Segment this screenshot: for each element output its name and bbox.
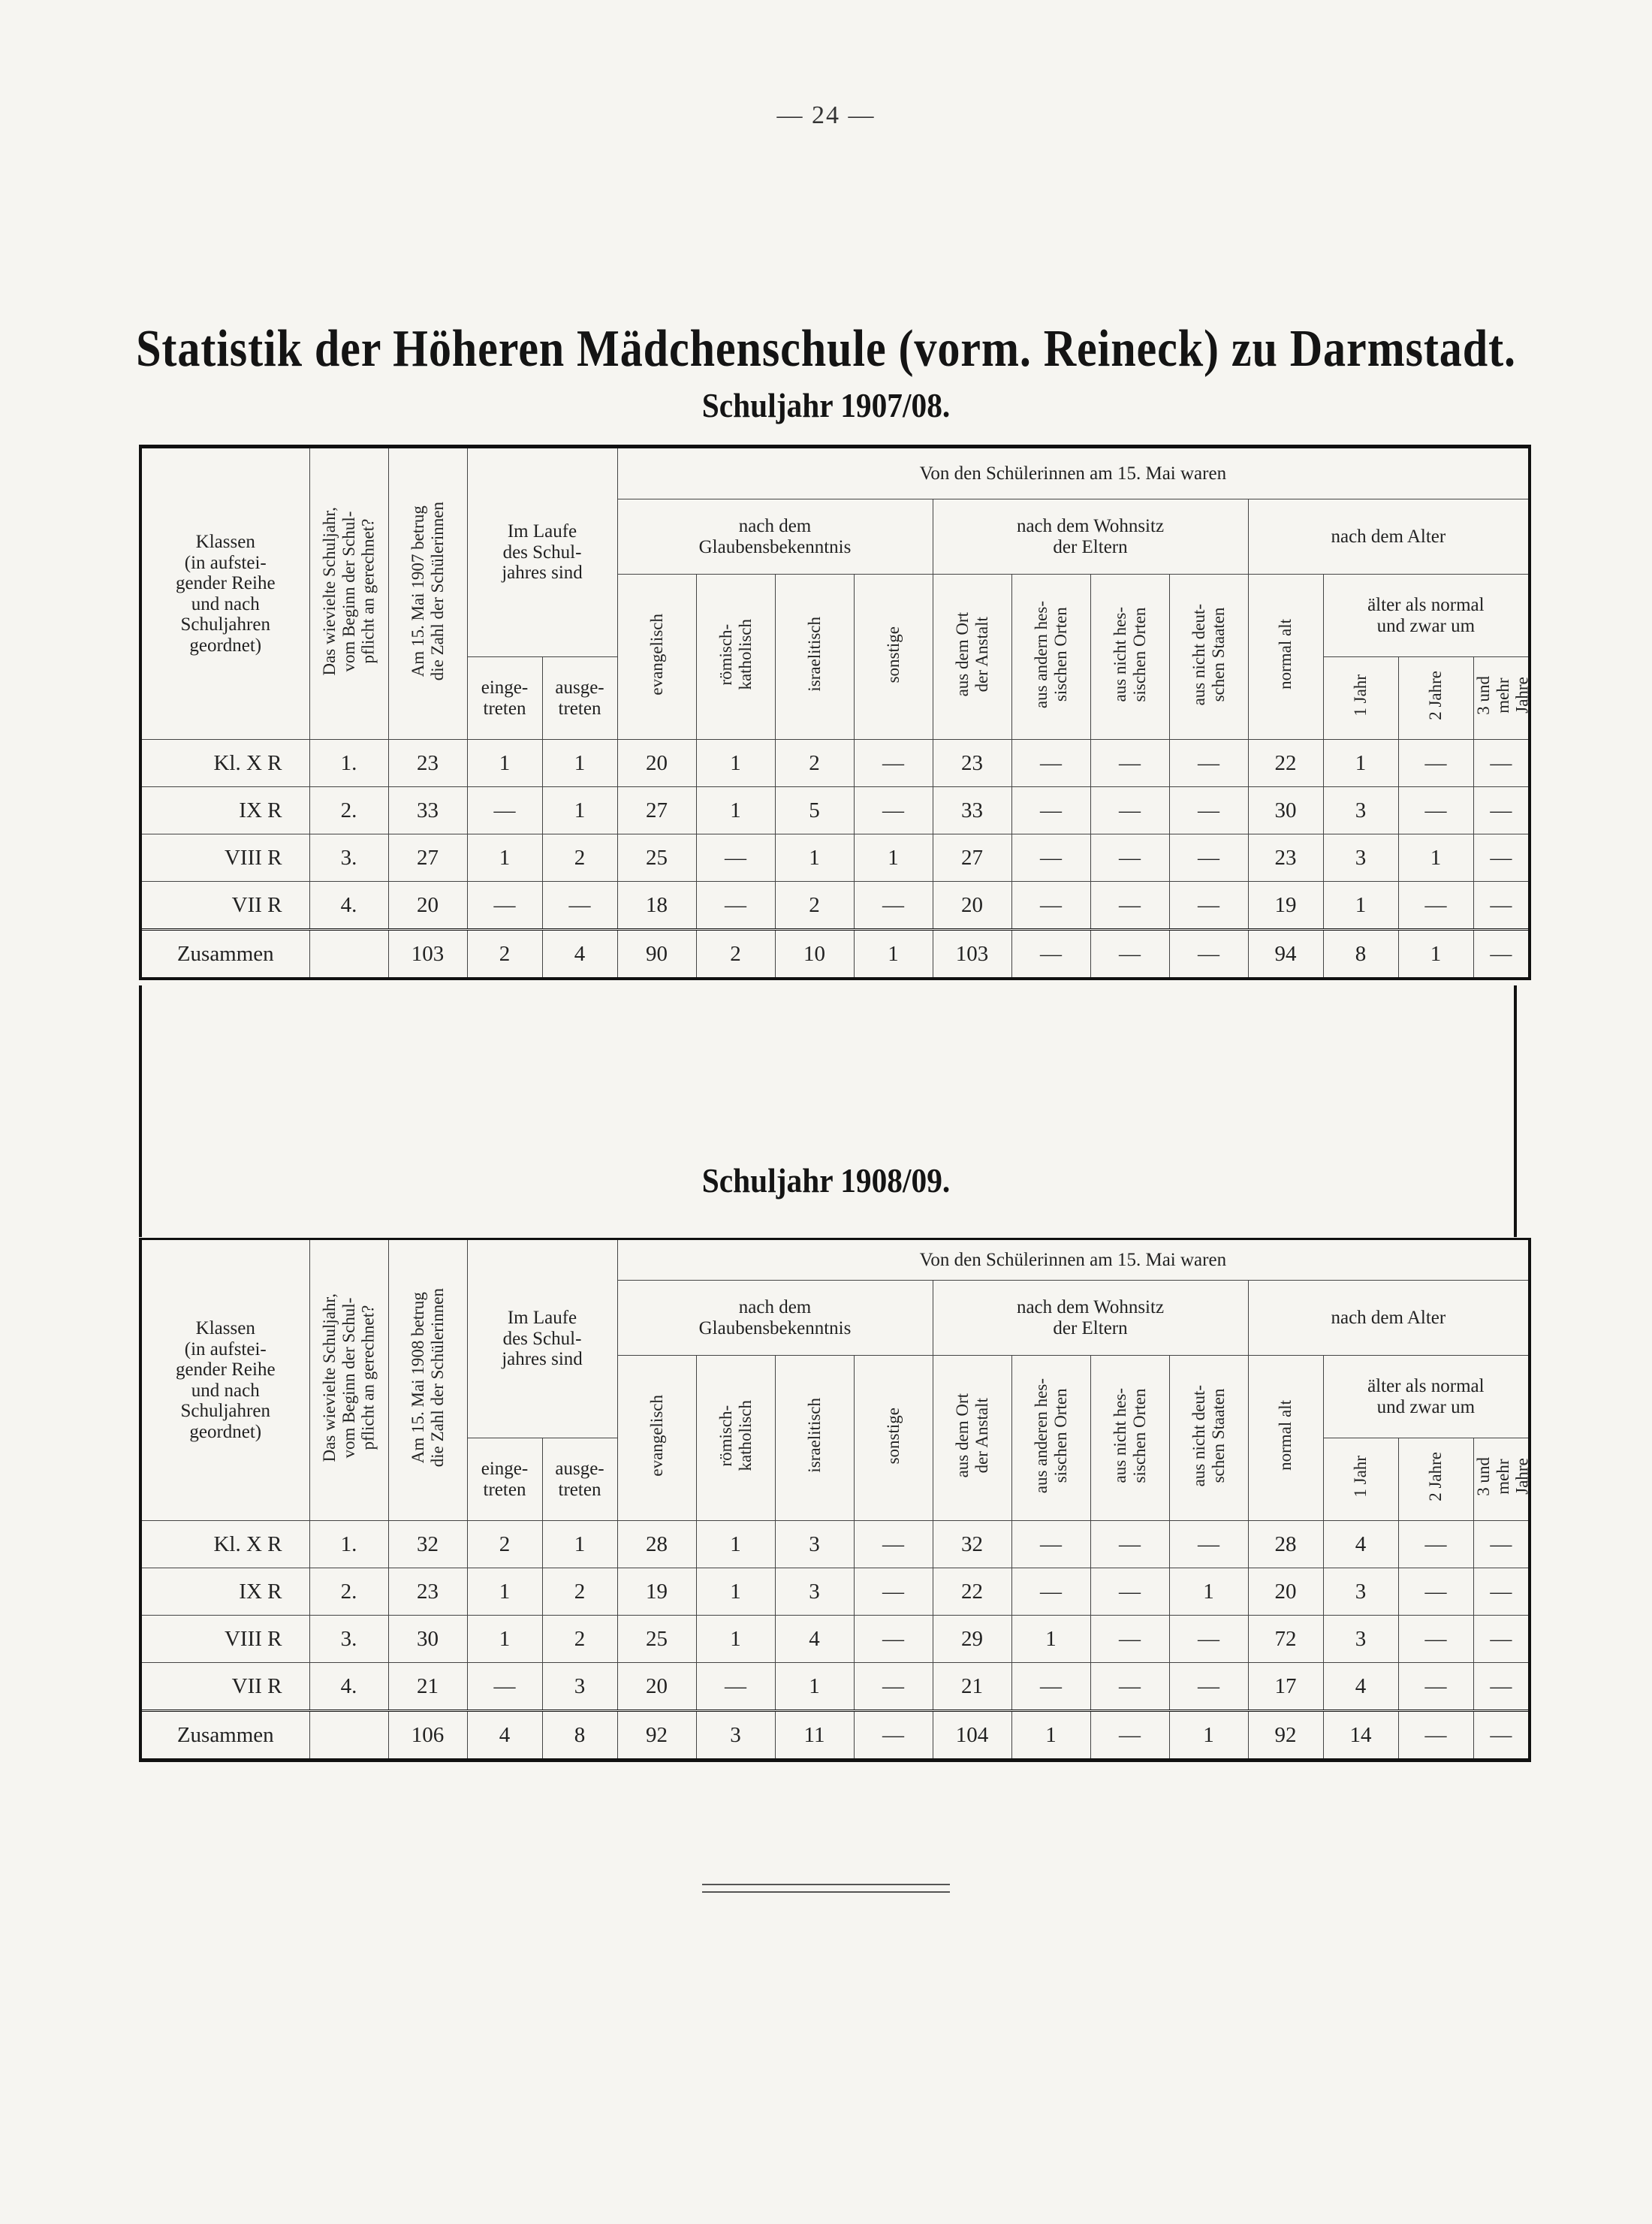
table-cell: 103 [388,930,467,979]
table-cell: 29 [933,1616,1011,1663]
table-cell: 1 [775,1663,854,1711]
table-cell: 104 [933,1711,1011,1761]
table-cell: 1 [1169,1568,1248,1616]
table-cell: — [1169,1663,1248,1711]
table-cell: — [1473,1711,1530,1761]
header-nicht-deutsch: aus nicht deut- schen Staaten [1169,1356,1248,1521]
header-israelitisch: israelitisch [775,575,854,740]
table-cell: — [1090,834,1169,882]
table-cell: — [1090,882,1169,930]
table-cell: — [1473,834,1530,882]
table-cell: — [1169,882,1248,930]
table-row [140,834,1530,882]
table-cell: 2. [309,787,388,834]
table-cell: 20 [617,740,696,787]
table-cell: 4 [775,1616,854,1663]
header-israelitisch: israelitisch [775,1356,854,1521]
table-cell: 1 [1323,740,1398,787]
table-row [140,1616,1530,1663]
table-cell: — [1090,787,1169,834]
table-cell: 1 [467,1568,542,1616]
table-cell: — [854,1521,933,1568]
header-wohnsitz: nach dem Wohnsitz der Eltern [933,499,1248,575]
header-zahl: Am 15. Mai 1907 betrug die Zahl der Schülerinnen [388,447,467,740]
table-cell: — [1398,1616,1473,1663]
header-2-jahre: 2 Jahre [1398,657,1473,740]
table-cell: — [1473,740,1530,787]
table-row [140,1521,1530,1568]
table-cell: 103 [933,930,1011,979]
table-cell: 4 [1323,1663,1398,1711]
header-1-jahr: 1 Jahr [1323,1438,1398,1521]
table-cell: 22 [933,1568,1011,1616]
table-body-1907 [140,740,1530,979]
table-cell: 28 [617,1521,696,1568]
table-cell: — [1473,882,1530,930]
table-cell: 10 [775,930,854,979]
table-cell: — [1398,1711,1473,1761]
header-sonstige: sonstige [854,575,933,740]
table-cell: — [1398,787,1473,834]
table-cell: 1 [1011,1711,1090,1761]
header-2-jahre: 2 Jahre [1398,1438,1473,1521]
table-cell: 11 [775,1711,854,1761]
table-cell: 30 [1248,787,1323,834]
table-cell: — [1169,1521,1248,1568]
table-cell: — [1011,834,1090,882]
table-cell: 8 [542,1711,617,1761]
table-cell: 1. [309,740,388,787]
table-cell: 1 [696,787,775,834]
page-number: — 24 — [776,101,876,129]
table-cell: 3 [1323,1568,1398,1616]
table-cell: 92 [1248,1711,1323,1761]
header-anderen-hess: aus anderen hes- sischen Orten [1011,1356,1090,1521]
table-cell: — [1090,1711,1169,1761]
table-cell: — [1398,882,1473,930]
table-cell: — [1169,1616,1248,1663]
table-cell: — [1169,740,1248,787]
table-cell [309,930,388,979]
table-cell: 27 [617,787,696,834]
table-cell: 20 [388,882,467,930]
table-cell: 2 [542,834,617,882]
table-cell: 3 [775,1568,854,1616]
row-label-cell: Zusammen [140,930,309,979]
table-cell: 27 [933,834,1011,882]
table-cell: 106 [388,1711,467,1761]
table-cell: 4 [1323,1521,1398,1568]
table-cell: 4 [542,930,617,979]
header-3-jahre: 3 und mehr Jahre [1473,1438,1530,1521]
table-cell: 1 [467,834,542,882]
table-cell: 1 [1011,1616,1090,1663]
footer-rule [702,1884,950,1893]
table-cell: 1 [1398,834,1473,882]
table-cell: 1 [696,1616,775,1663]
table-cell: 1 [542,787,617,834]
table-cell: — [1011,787,1090,834]
table-cell: 3 [696,1711,775,1761]
year-title-1907: Schuljahr 1907/08. [701,386,951,424]
table-cell: — [1398,1521,1473,1568]
table-cell: 94 [1248,930,1323,979]
table-cell: 72 [1248,1616,1323,1663]
table-cell: — [1011,1663,1090,1711]
header-evangelisch: evangelisch [617,575,696,740]
table-cell: — [1090,1663,1169,1711]
table-cell: — [1473,1616,1530,1663]
table-cell: 1 [1398,930,1473,979]
table-cell: — [1473,930,1530,979]
table-cell: 2 [467,1521,542,1568]
header-glaubens: nach dem Glaubensbekenntnis [617,1281,933,1356]
header-3-jahre: 3 und mehr Jahre [1473,657,1530,740]
table-cell: 4. [309,882,388,930]
table-row [140,1568,1530,1616]
table-cell: 32 [388,1521,467,1568]
table-cell: 25 [617,1616,696,1663]
table-cell: — [467,787,542,834]
table-cell: 2 [542,1616,617,1663]
table-cell: 28 [1248,1521,1323,1568]
table-cell: 27 [388,834,467,882]
table-cell: 3 [542,1663,617,1711]
table-cell: 4 [467,1711,542,1761]
header-zahl: Am 15. Mai 1908 betrug die Zahl der Schülerinnen [388,1239,467,1521]
table-cell: 23 [388,1568,467,1616]
table-cell: — [854,1711,933,1761]
table-cell: — [1011,882,1090,930]
header-schuljahr: Das wievielte Schuljahr, vom Beginn der Schul- pflicht an gerechnet? [309,447,388,740]
total-row [140,1711,1530,1761]
table-cell: 1 [542,1521,617,1568]
table-cell: — [1090,740,1169,787]
header-roemisch: römisch- katholisch [696,575,775,740]
table-cell: — [1011,1568,1090,1616]
table-row [140,787,1530,834]
table-cell: 2. [309,1568,388,1616]
table-cell: — [1169,930,1248,979]
row-label-cell: IX R [140,1568,309,1616]
table-cell: — [854,740,933,787]
table-cell: — [1169,834,1248,882]
table-cell: 1 [467,740,542,787]
header-1-jahr: 1 Jahr [1323,657,1398,740]
table-cell: 21 [388,1663,467,1711]
table-cell: 23 [388,740,467,787]
table-cell: — [1090,1616,1169,1663]
table-body-1908 [140,1521,1530,1761]
header-schuljahr: Das wievielte Schuljahr, vom Beginn der Schul- pflicht an gerechnet? [309,1239,388,1521]
table-cell: 25 [617,834,696,882]
table-cell: — [467,1663,542,1711]
header-andern-hess: aus andern hes- sischen Orten [1011,575,1090,740]
header-alter: nach dem Alter [1248,1281,1530,1356]
table-cell: 1 [854,930,933,979]
statistics-table-1907 [139,445,1531,980]
table-cell: 20 [617,1663,696,1711]
header-glaubens: nach dem Glaubensbekenntnis [617,499,933,575]
header-sonstige: sonstige [854,1356,933,1521]
table-cell: 21 [933,1663,1011,1711]
row-label-cell: VII R [140,882,309,930]
table-cell: — [1473,1663,1530,1711]
table-cell: 1 [467,1616,542,1663]
header-nicht-hess: aus nicht hes- sischen Orten [1090,1356,1169,1521]
table-cell: 17 [1248,1663,1323,1711]
year-title-1908: Schuljahr 1908/09. [701,1161,951,1200]
header-im-laufe: Im Laufe des Schul- jahres sind [467,447,617,657]
table-cell: 20 [1248,1568,1323,1616]
table-cell: 14 [1323,1711,1398,1761]
table-row [140,882,1530,930]
table-cell: — [854,882,933,930]
table-cell: — [1090,930,1169,979]
header-von-den: Von den Schülerinnen am 15. Mai waren [617,1239,1530,1281]
table-cell: 2 [542,1568,617,1616]
header-ausgetreten: ausge- treten [542,1438,617,1521]
table-cell: — [1169,787,1248,834]
table-cell: — [1398,1663,1473,1711]
table-cell: — [1011,930,1090,979]
table-cell: 19 [1248,882,1323,930]
header-normal-alt: normal alt [1248,575,1323,740]
table-cell: — [467,882,542,930]
table-cell: 1 [696,740,775,787]
table-cell: 3 [1323,1616,1398,1663]
header-wohnsitz: nach dem Wohnsitz der Eltern [933,1281,1248,1356]
table-cell: — [1398,1568,1473,1616]
table-cell: 2 [696,930,775,979]
table-cell: 1 [696,1568,775,1616]
table-cell: — [854,1568,933,1616]
table-cell: — [854,1616,933,1663]
table-cell: 2 [775,882,854,930]
table-cell: 1 [696,1521,775,1568]
table-cell: 8 [1323,930,1398,979]
table-cell: — [1398,740,1473,787]
table-cell: — [696,1663,775,1711]
header-ort-anstalt: aus dem Ort der Anstalt [933,575,1011,740]
table-cell: 23 [933,740,1011,787]
table-cell: 2 [467,930,542,979]
row-label-cell: Kl. X R [140,740,309,787]
table-cell: 18 [617,882,696,930]
table-cell: — [854,787,933,834]
header-nicht-hess: aus nicht hes- sischen Orten [1090,575,1169,740]
header-ausgetreten: ausge- treten [542,657,617,740]
table-cell: — [1473,1521,1530,1568]
table-cell: — [696,834,775,882]
header-normal-alt: normal alt [1248,1356,1323,1521]
header-klassen: Klassen (in aufstei- gender Reihe und nach Schuljahren geordnet) [140,1239,309,1521]
header-aelter: älter als normal und zwar um [1323,1356,1530,1438]
table-cell: 32 [933,1521,1011,1568]
table-cell: — [1090,1521,1169,1568]
header-nicht-deutsch: aus nicht deut- schen Staaten [1169,575,1248,740]
header-ort-anstalt: aus dem Ort der Anstalt [933,1356,1011,1521]
table-cell: 20 [933,882,1011,930]
table-cell [309,1711,388,1761]
table-cell: 3 [775,1521,854,1568]
header-evangelisch: evangelisch [617,1356,696,1521]
table-cell: 22 [1248,740,1323,787]
table-cell: — [854,1663,933,1711]
table-cell: 19 [617,1568,696,1616]
header-eingetreten: einge- treten [467,657,542,740]
table-cell: 3. [309,834,388,882]
row-label-cell: IX R [140,787,309,834]
row-label-cell: VIII R [140,1616,309,1663]
total-row [140,930,1530,979]
table-cell: 3 [1323,787,1398,834]
table-cell: — [1090,1568,1169,1616]
table-cell: 90 [617,930,696,979]
table-cell: 4. [309,1663,388,1711]
table-cell: — [1473,787,1530,834]
header-klassen: Klassen (in aufstei- gender Reihe und nach Schuljahren geordnet) [140,447,309,740]
header-aelter: älter als normal und zwar um [1323,575,1530,657]
table-cell: — [542,882,617,930]
row-label-cell: Zusammen [140,1711,309,1761]
table-cell: 92 [617,1711,696,1761]
header-eingetreten: einge- treten [467,1438,542,1521]
table-row [140,1663,1530,1711]
table-cell: 1 [854,834,933,882]
table-cell: 1. [309,1521,388,1568]
header-roemisch: römisch- katholisch [696,1356,775,1521]
table-cell: 33 [388,787,467,834]
table-cell: — [696,882,775,930]
header-alter: nach dem Alter [1248,499,1530,575]
header-im-laufe: Im Laufe des Schul- jahres sind [467,1239,617,1438]
table-cell: — [1011,1521,1090,1568]
row-label-cell: VIII R [140,834,309,882]
table-cell: 3. [309,1616,388,1663]
table-cell: 1 [1323,882,1398,930]
page-title: Statistik der Höheren Mädchenschule (vorm. Reineck) zu Darmstadt. [136,320,1516,378]
table-cell: 1 [542,740,617,787]
table-cell: 5 [775,787,854,834]
table-cell: 1 [1169,1711,1248,1761]
table-cell: 1 [775,834,854,882]
row-label-cell: VII R [140,1663,309,1711]
table-row [140,740,1530,787]
table-cell: 33 [933,787,1011,834]
table-cell: 3 [1323,834,1398,882]
table-cell: 2 [775,740,854,787]
header-von-den: Von den Schülerinnen am 15. Mai waren [617,447,1530,499]
statistics-table-1908 [139,1238,1531,1762]
row-label-cell: Kl. X R [140,1521,309,1568]
table-cell: 30 [388,1616,467,1663]
table-cell: — [1011,740,1090,787]
table-cell: 23 [1248,834,1323,882]
table-cell: — [1473,1568,1530,1616]
